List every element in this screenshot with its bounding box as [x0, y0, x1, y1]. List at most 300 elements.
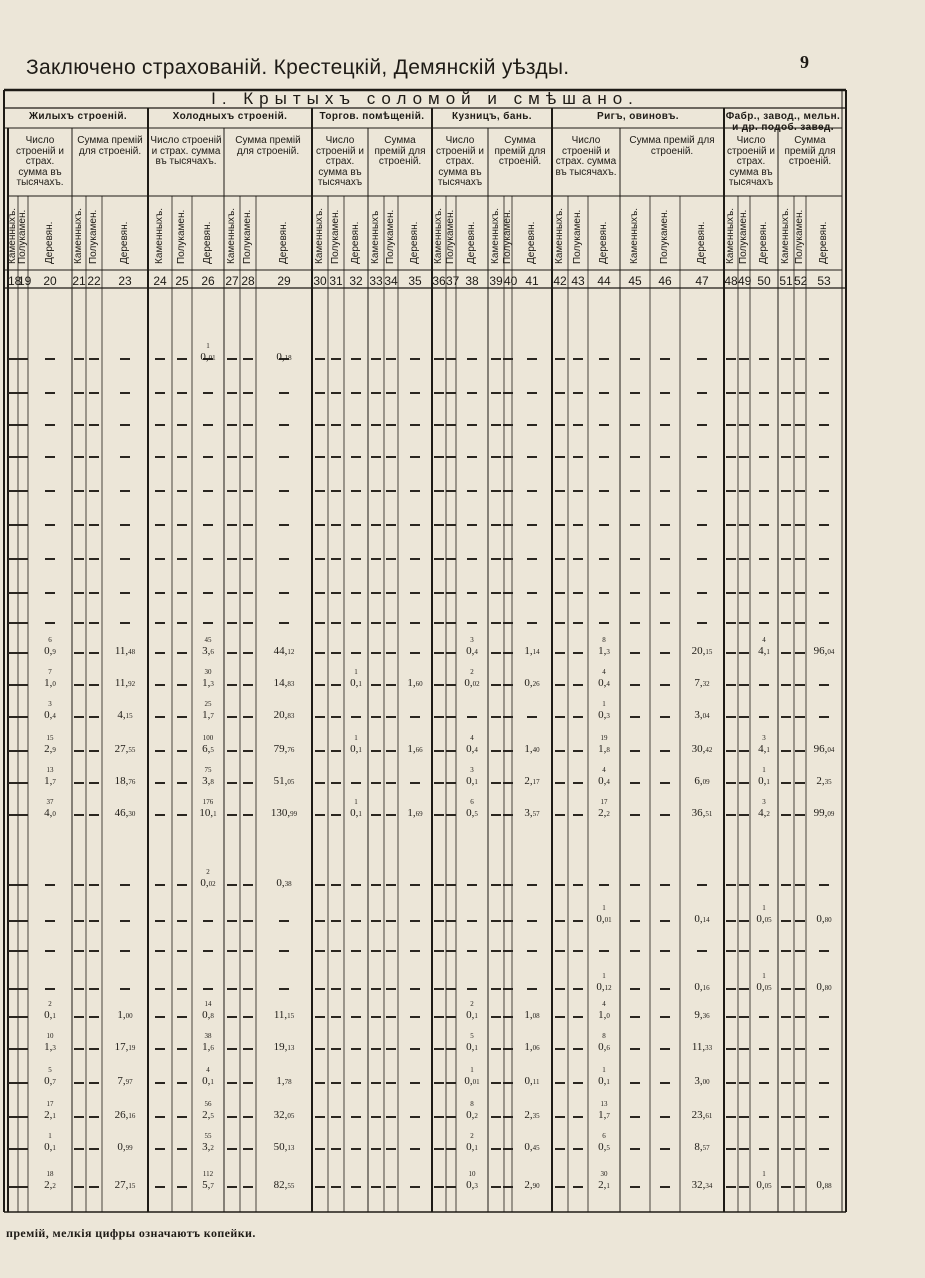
building-count: 2 — [206, 868, 210, 876]
column-number: 32 — [349, 274, 363, 288]
empty-dash — [89, 884, 99, 886]
cell-integer: 0, — [466, 1179, 475, 1191]
cell-decimal: 05 — [287, 1112, 295, 1120]
empty-dash — [351, 622, 361, 624]
empty-dash — [434, 358, 444, 360]
empty-dash — [386, 684, 396, 686]
empty-dash — [18, 592, 28, 594]
empty-dash — [351, 1186, 361, 1188]
empty-dash — [89, 1148, 99, 1150]
table-cell — [756, 1179, 771, 1191]
empty-dash — [726, 750, 736, 752]
empty-dash — [410, 1186, 420, 1188]
empty-dash — [434, 716, 444, 718]
building-count: 3 — [762, 734, 766, 742]
empty-dash — [491, 456, 501, 458]
cell-decimal: 05 — [764, 984, 772, 992]
empty-dash — [630, 490, 640, 492]
table-cell — [524, 807, 539, 819]
empty-dash — [351, 1048, 361, 1050]
empty-dash — [446, 358, 456, 360]
cell-integer: 0, — [596, 913, 605, 925]
empty-dash — [446, 782, 456, 784]
empty-dash — [795, 920, 805, 922]
empty-dash — [467, 456, 477, 458]
cell-decimal: 6 — [210, 1044, 214, 1052]
empty-dash — [503, 716, 513, 718]
building-count: 2 — [470, 668, 474, 676]
empty-dash — [781, 592, 791, 594]
cell-decimal: 01 — [604, 916, 612, 924]
cell-decimal: 06 — [532, 1044, 540, 1052]
empty-dash — [74, 988, 84, 990]
building-count: 4 — [602, 1000, 606, 1008]
cell-decimal: 8 — [210, 1012, 214, 1020]
empty-dash — [739, 950, 749, 952]
empty-dash — [434, 684, 444, 686]
empty-dash — [726, 684, 736, 686]
column-label: Полукамен. — [385, 209, 396, 264]
empty-dash — [781, 652, 791, 654]
empty-dash — [410, 358, 420, 360]
empty-dash — [726, 424, 736, 426]
cell-decimal: 12 — [604, 984, 612, 992]
table-cell — [694, 677, 709, 689]
empty-dash — [446, 1148, 456, 1150]
empty-dash — [177, 524, 187, 526]
empty-dash — [331, 392, 341, 394]
empty-dash — [279, 524, 289, 526]
cell-integer: 0, — [598, 1041, 607, 1053]
empty-dash — [120, 456, 130, 458]
table-cell — [274, 1179, 295, 1191]
cell-integer: 0, — [350, 743, 359, 755]
building-count: 3 — [470, 766, 474, 774]
building-count: 10 — [468, 1170, 476, 1178]
empty-dash — [177, 814, 187, 816]
empty-dash — [503, 490, 513, 492]
table-cell — [814, 645, 835, 657]
empty-dash — [726, 558, 736, 560]
table-cell — [598, 1075, 610, 1087]
table-cell — [756, 913, 771, 925]
cell-decimal: 0 — [606, 1012, 610, 1020]
empty-dash — [386, 988, 396, 990]
building-count: 1 — [354, 798, 358, 806]
cell-decimal: 1 — [52, 1144, 56, 1152]
empty-dash — [371, 456, 381, 458]
empty-dash — [315, 358, 325, 360]
group-header: Торгов. помѣщеній. — [319, 111, 425, 122]
cell-decimal: 04 — [827, 746, 835, 754]
empty-dash — [120, 920, 130, 922]
empty-dash — [371, 1186, 381, 1188]
building-count: 4 — [206, 1066, 210, 1074]
empty-dash — [467, 592, 477, 594]
empty-dash — [227, 920, 237, 922]
empty-dash — [573, 392, 583, 394]
empty-dash — [781, 558, 791, 560]
empty-dash — [555, 782, 565, 784]
empty-dash — [491, 1016, 501, 1018]
empty-dash — [177, 1016, 187, 1018]
empty-dash — [726, 1148, 736, 1150]
empty-dash — [660, 592, 670, 594]
empty-dash — [491, 392, 501, 394]
building-count: 5 — [470, 1032, 474, 1040]
empty-dash — [177, 950, 187, 952]
cell-decimal: 04 — [702, 712, 710, 720]
empty-dash — [819, 1016, 829, 1018]
empty-dash — [227, 1016, 237, 1018]
cell-integer: 14, — [273, 677, 288, 689]
column-label: Полукамен. — [88, 209, 99, 264]
empty-dash — [18, 1116, 28, 1118]
empty-dash — [8, 1148, 18, 1150]
empty-dash — [8, 814, 18, 816]
table-cell — [758, 775, 770, 787]
empty-dash — [74, 716, 84, 718]
empty-dash — [781, 920, 791, 922]
empty-dash — [18, 424, 28, 426]
table-cell — [276, 351, 291, 363]
empty-dash — [18, 884, 28, 886]
cell-integer: 3, — [202, 1141, 211, 1153]
empty-dash — [227, 558, 237, 560]
table-cell — [115, 1179, 136, 1191]
cell-decimal: 99 — [290, 810, 298, 818]
empty-dash — [410, 392, 420, 394]
empty-dash — [573, 592, 583, 594]
empty-dash — [503, 1116, 513, 1118]
empty-dash — [177, 456, 187, 458]
cell-integer: 0, — [202, 1075, 211, 1087]
empty-dash — [8, 988, 18, 990]
empty-dash — [315, 592, 325, 594]
cell-decimal: 18 — [284, 354, 292, 362]
column-label: Полукамен. — [572, 209, 583, 264]
empty-dash — [795, 652, 805, 654]
empty-dash — [573, 750, 583, 752]
cell-integer: 2, — [524, 1179, 533, 1191]
cell-integer: 2, — [44, 1109, 53, 1121]
cell-decimal: 3 — [606, 648, 610, 656]
empty-dash — [446, 814, 456, 816]
empty-dash — [503, 750, 513, 752]
empty-dash — [795, 750, 805, 752]
empty-dash — [18, 1082, 28, 1084]
cell-integer: 0, — [466, 775, 475, 787]
table-cell — [202, 1075, 214, 1087]
empty-dash — [74, 1082, 84, 1084]
empty-dash — [227, 392, 237, 394]
empty-dash — [371, 1048, 381, 1050]
empty-dash — [8, 684, 18, 686]
empty-dash — [446, 988, 456, 990]
empty-dash — [795, 884, 805, 886]
cell-integer: 0, — [466, 1141, 475, 1153]
empty-dash — [315, 920, 325, 922]
cell-integer: 3, — [524, 807, 533, 819]
empty-dash — [203, 988, 213, 990]
empty-dash — [781, 814, 791, 816]
empty-dash — [155, 814, 165, 816]
column-label: Полукамен. — [330, 209, 341, 264]
table-cell — [202, 1141, 214, 1153]
empty-dash — [434, 490, 444, 492]
column-number: 45 — [628, 274, 642, 288]
cell-decimal: 34 — [705, 1182, 713, 1190]
table-cell — [407, 743, 422, 755]
empty-dash — [726, 950, 736, 952]
empty-dash — [503, 1048, 513, 1050]
empty-dash — [555, 524, 565, 526]
cell-decimal: 40 — [532, 746, 540, 754]
building-count: 8 — [470, 1100, 474, 1108]
empty-dash — [203, 950, 213, 952]
table-cell — [202, 677, 214, 689]
building-count: 4 — [762, 636, 766, 644]
empty-dash — [89, 920, 99, 922]
empty-dash — [331, 558, 341, 560]
empty-dash — [795, 524, 805, 526]
empty-dash — [371, 1148, 381, 1150]
column-label: Каменныхъ. — [314, 207, 325, 264]
empty-dash — [410, 920, 420, 922]
cell-integer: 0, — [466, 645, 475, 657]
table-cell — [524, 1041, 539, 1053]
table-cell — [44, 1179, 56, 1191]
table-cell — [200, 877, 215, 889]
empty-dash — [446, 716, 456, 718]
empty-dash — [386, 1116, 396, 1118]
cell-integer: 0, — [466, 1109, 475, 1121]
empty-dash — [573, 424, 583, 426]
cell-decimal: 09 — [702, 778, 710, 786]
empty-dash — [739, 814, 749, 816]
cell-decimal: 57 — [532, 810, 540, 818]
column-number: 43 — [571, 274, 585, 288]
cell-decimal: 35 — [824, 778, 832, 786]
empty-dash — [660, 716, 670, 718]
building-count: 17 — [46, 1100, 54, 1108]
cell-integer: 1, — [202, 677, 211, 689]
empty-dash — [467, 950, 477, 952]
empty-dash — [18, 920, 28, 922]
empty-dash — [371, 490, 381, 492]
empty-dash — [227, 1116, 237, 1118]
empty-dash — [315, 524, 325, 526]
empty-dash — [331, 456, 341, 458]
column-number: 27 — [225, 274, 239, 288]
empty-dash — [386, 592, 396, 594]
empty-dash — [74, 1148, 84, 1150]
column-number: 53 — [817, 274, 831, 288]
cell-integer: 3, — [202, 645, 211, 657]
empty-dash — [243, 358, 253, 360]
empty-dash — [573, 1186, 583, 1188]
column-label: Каменныхъ. — [433, 207, 444, 264]
empty-dash — [660, 782, 670, 784]
empty-dash — [177, 1186, 187, 1188]
building-count: 25 — [204, 700, 212, 708]
empty-dash — [203, 920, 213, 922]
cell-decimal: 57 — [702, 1144, 710, 1152]
empty-dash — [386, 1082, 396, 1084]
table-cell — [758, 807, 770, 819]
column-number: 31 — [329, 274, 343, 288]
empty-dash — [120, 884, 130, 886]
empty-dash — [386, 652, 396, 654]
empty-dash — [243, 592, 253, 594]
empty-dash — [630, 652, 640, 654]
table-cell — [274, 775, 295, 787]
table-cell — [466, 645, 478, 657]
empty-dash — [8, 884, 18, 886]
empty-dash — [726, 716, 736, 718]
empty-dash — [697, 456, 707, 458]
empty-dash — [386, 456, 396, 458]
cell-integer: 1, — [44, 677, 53, 689]
empty-dash — [795, 950, 805, 952]
empty-dash — [630, 782, 640, 784]
empty-dash — [660, 950, 670, 952]
empty-dash — [759, 622, 769, 624]
cell-decimal: 26 — [532, 680, 540, 688]
column-number: 23 — [118, 274, 132, 288]
empty-dash — [120, 558, 130, 560]
cell-integer: 2, — [202, 1109, 211, 1121]
empty-dash — [203, 392, 213, 394]
empty-dash — [660, 684, 670, 686]
table-cell — [407, 677, 422, 689]
table-cell — [692, 1179, 713, 1191]
cell-integer: 20, — [691, 645, 706, 657]
empty-dash — [155, 1048, 165, 1050]
empty-dash — [739, 592, 749, 594]
cell-decimal: 15 — [128, 1182, 136, 1190]
cell-integer: 19, — [273, 1041, 288, 1053]
cell-integer: 1, — [524, 645, 533, 657]
empty-dash — [18, 524, 28, 526]
empty-dash — [726, 358, 736, 360]
empty-dash — [503, 622, 513, 624]
empty-dash — [759, 884, 769, 886]
table-cell — [466, 743, 478, 755]
cell-integer: 0, — [524, 1141, 533, 1153]
empty-dash — [630, 558, 640, 560]
empty-dash — [781, 524, 791, 526]
column-number: 38 — [465, 274, 479, 288]
empty-dash — [726, 1016, 736, 1018]
empty-dash — [371, 558, 381, 560]
empty-dash — [446, 1186, 456, 1188]
empty-dash — [8, 920, 18, 922]
empty-dash — [386, 622, 396, 624]
cell-integer: 11, — [273, 1009, 288, 1021]
cell-decimal: 66 — [415, 746, 423, 754]
cell-decimal: 33 — [705, 1044, 713, 1052]
cell-decimal: 35 — [532, 1112, 540, 1120]
empty-dash — [759, 1116, 769, 1118]
cell-decimal: 15 — [125, 712, 133, 720]
empty-dash — [120, 950, 130, 952]
empty-dash — [45, 490, 55, 492]
column-label: Деревян. — [526, 221, 537, 264]
empty-dash — [697, 950, 707, 952]
empty-dash — [74, 684, 84, 686]
cell-integer: 17, — [114, 1041, 129, 1053]
empty-dash — [386, 950, 396, 952]
empty-dash — [331, 814, 341, 816]
cell-integer: 3, — [694, 1075, 703, 1087]
empty-dash — [573, 652, 583, 654]
cell-decimal: 1 — [52, 1112, 56, 1120]
subgroup-header: Сумма премій для строеній. — [494, 135, 546, 167]
group-header: Фабр., завод., мельн. и др. подоб. завед. — [725, 111, 841, 133]
empty-dash — [89, 716, 99, 718]
empty-dash — [89, 392, 99, 394]
empty-dash — [781, 1048, 791, 1050]
cell-integer: 1, — [44, 1041, 53, 1053]
empty-dash — [177, 750, 187, 752]
table-cell — [200, 351, 215, 363]
cell-decimal: 0 — [52, 810, 56, 818]
empty-dash — [410, 1016, 420, 1018]
column-number: 44 — [597, 274, 611, 288]
empty-dash — [351, 652, 361, 654]
cell-decimal: 15 — [287, 1012, 295, 1020]
empty-dash — [371, 424, 381, 426]
empty-dash — [795, 558, 805, 560]
empty-dash — [331, 1116, 341, 1118]
empty-dash — [503, 1148, 513, 1150]
empty-dash — [739, 524, 749, 526]
cell-decimal: 80 — [824, 984, 832, 992]
building-count: 55 — [204, 1132, 212, 1140]
empty-dash — [491, 558, 501, 560]
empty-dash — [351, 456, 361, 458]
page-number: 9 — [800, 52, 809, 72]
empty-dash — [446, 622, 456, 624]
table-cell — [466, 1041, 478, 1053]
table-cell — [598, 1009, 610, 1021]
cell-integer: 0, — [276, 351, 285, 363]
cell-integer: 0, — [44, 1141, 53, 1153]
empty-dash — [315, 884, 325, 886]
empty-dash — [599, 524, 609, 526]
empty-dash — [203, 524, 213, 526]
cell-decimal: 14 — [532, 648, 540, 656]
empty-dash — [446, 558, 456, 560]
empty-dash — [555, 950, 565, 952]
empty-dash — [555, 750, 565, 752]
empty-dash — [177, 424, 187, 426]
empty-dash — [89, 814, 99, 816]
empty-dash — [331, 1082, 341, 1084]
table-cell — [598, 1109, 610, 1121]
empty-dash — [527, 358, 537, 360]
table-cell — [44, 645, 56, 657]
building-count: 8 — [602, 1032, 606, 1040]
cell-integer: 0, — [598, 1141, 607, 1153]
empty-dash — [573, 716, 583, 718]
empty-dash — [795, 716, 805, 718]
empty-dash — [89, 988, 99, 990]
cell-decimal: 5 — [210, 746, 214, 754]
cell-decimal: 2 — [766, 810, 770, 818]
cell-integer: 0, — [44, 1009, 53, 1021]
